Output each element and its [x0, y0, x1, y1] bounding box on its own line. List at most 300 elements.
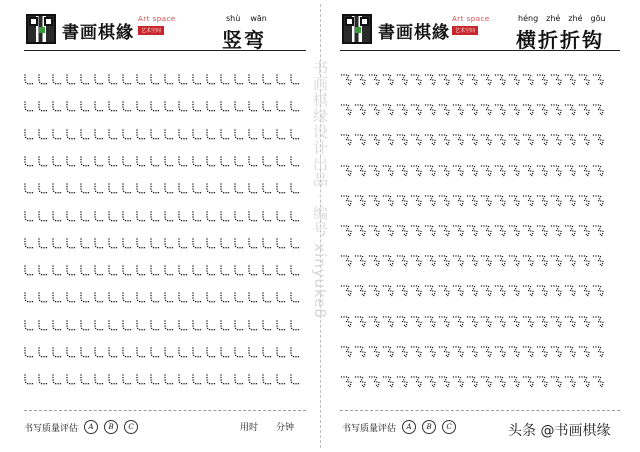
tracing-glyph	[466, 102, 480, 116]
tracing-glyph	[396, 163, 410, 177]
practice-row	[340, 163, 606, 177]
tracing-glyph	[452, 314, 466, 328]
tracing-glyph	[232, 263, 246, 277]
tracing-glyph	[536, 344, 550, 358]
tracing-glyph	[382, 72, 396, 86]
tracing-glyph	[494, 344, 508, 358]
tracing-glyph	[466, 253, 480, 267]
tracing-glyph	[438, 223, 452, 237]
tracing-glyph	[260, 99, 274, 113]
tracing-glyph	[106, 209, 120, 223]
tracing-glyph	[410, 163, 424, 177]
tracing-glyph	[522, 193, 536, 207]
tracing-glyph	[466, 283, 480, 297]
grade-b-option[interactable]: B	[422, 420, 436, 434]
tracing-glyph	[36, 290, 50, 304]
tracing-glyph	[22, 372, 36, 386]
tracing-glyph	[120, 263, 134, 277]
tracing-glyph	[204, 263, 218, 277]
tracing-glyph	[522, 314, 536, 328]
tracing-glyph	[592, 283, 606, 297]
tracing-glyph	[92, 181, 106, 195]
tracing-glyph	[120, 318, 134, 332]
practice-row	[22, 345, 302, 359]
tracing-glyph	[176, 345, 190, 359]
tracing-glyph	[106, 345, 120, 359]
practice-row	[22, 318, 302, 332]
pinyin-syllable: wān	[250, 14, 267, 23]
tracing-glyph	[78, 290, 92, 304]
tracing-glyph	[120, 236, 134, 250]
tracing-glyph	[190, 263, 204, 277]
tracing-glyph	[354, 253, 368, 267]
practice-row	[340, 72, 606, 86]
tracing-glyph	[204, 318, 218, 332]
tracing-glyph	[480, 102, 494, 116]
tracing-glyph	[522, 163, 536, 177]
tracing-glyph	[120, 209, 134, 223]
grade-a-option[interactable]: A	[84, 420, 98, 434]
tracing-glyph	[64, 236, 78, 250]
tracing-glyph	[50, 263, 64, 277]
tracing-glyph	[452, 374, 466, 388]
tracing-glyph	[50, 72, 64, 86]
tracing-glyph	[550, 223, 564, 237]
tracing-glyph	[190, 99, 204, 113]
tracing-glyph	[508, 344, 522, 358]
tracing-glyph	[64, 72, 78, 86]
tracing-glyph	[354, 163, 368, 177]
tracing-glyph	[232, 345, 246, 359]
tracing-glyph	[508, 283, 522, 297]
tracing-glyph	[176, 318, 190, 332]
stroke-pinyin	[518, 14, 606, 23]
tracing-glyph	[288, 372, 302, 386]
tracing-glyph	[78, 236, 92, 250]
tracing-glyph	[578, 72, 592, 86]
tracing-glyph	[424, 132, 438, 146]
tracing-glyph	[578, 193, 592, 207]
tracing-glyph	[218, 181, 232, 195]
tracing-glyph	[480, 283, 494, 297]
tracing-glyph	[410, 314, 424, 328]
tracing-glyph	[410, 253, 424, 267]
tracing-glyph	[148, 318, 162, 332]
tracing-glyph	[466, 314, 480, 328]
assessment-label: 书写质量评估	[24, 423, 79, 434]
grade-b-option[interactable]: B	[104, 420, 118, 434]
tracing-glyph	[64, 290, 78, 304]
tracing-glyph	[36, 181, 50, 195]
tracing-glyph	[592, 314, 606, 328]
tracing-glyph	[340, 72, 354, 86]
tracing-glyph	[22, 181, 36, 195]
tracing-glyph	[246, 236, 260, 250]
tracing-glyph	[550, 102, 564, 116]
tracing-glyph	[438, 72, 452, 86]
tracing-glyph	[134, 290, 148, 304]
art-space-label: Art space	[452, 15, 490, 23]
practice-row	[22, 290, 302, 304]
header-rule	[340, 50, 620, 51]
tracing-glyph	[592, 193, 606, 207]
tracing-glyph	[288, 72, 302, 86]
tracing-glyph	[120, 290, 134, 304]
tracing-glyph	[494, 314, 508, 328]
tracing-glyph	[508, 163, 522, 177]
tracing-glyph	[92, 154, 106, 168]
tracing-glyph	[424, 223, 438, 237]
tracing-glyph	[396, 253, 410, 267]
tracing-glyph	[148, 372, 162, 386]
tracing-glyph	[218, 154, 232, 168]
tracing-glyph	[50, 318, 64, 332]
tracing-glyph	[536, 374, 550, 388]
tracing-glyph	[578, 314, 592, 328]
tracing-glyph	[522, 374, 536, 388]
tracing-glyph	[480, 374, 494, 388]
tracing-glyph	[340, 163, 354, 177]
tracing-glyph	[50, 372, 64, 386]
tracing-glyph	[410, 102, 424, 116]
tracing-glyph	[368, 223, 382, 237]
tracing-glyph	[452, 102, 466, 116]
tracing-glyph	[162, 181, 176, 195]
tracing-glyph	[120, 372, 134, 386]
practice-row	[22, 236, 302, 250]
tracing-glyph	[274, 236, 288, 250]
tracing-glyph	[382, 132, 396, 146]
tracing-glyph	[466, 132, 480, 146]
tracing-glyph	[232, 209, 246, 223]
tracing-glyph	[564, 223, 578, 237]
tracing-glyph	[480, 193, 494, 207]
tracing-glyph	[78, 72, 92, 86]
tracing-glyph	[480, 253, 494, 267]
tracing-glyph	[550, 314, 564, 328]
tracing-glyph	[340, 314, 354, 328]
tracing-glyph	[92, 263, 106, 277]
tracing-glyph	[232, 72, 246, 86]
tracing-glyph	[550, 253, 564, 267]
tracing-glyph	[274, 154, 288, 168]
art-space-label: Art space	[138, 15, 176, 23]
tracing-glyph	[134, 209, 148, 223]
tracing-glyph	[162, 236, 176, 250]
tracing-glyph	[466, 193, 480, 207]
tracing-glyph	[508, 314, 522, 328]
tracing-glyph	[92, 127, 106, 141]
tracing-glyph	[494, 374, 508, 388]
grade-c-option[interactable]: C	[124, 420, 138, 434]
tracing-glyph	[466, 72, 480, 86]
time-spent	[240, 420, 294, 433]
tracing-glyph	[218, 345, 232, 359]
tracing-glyph	[204, 236, 218, 250]
tracing-glyph	[480, 314, 494, 328]
tracing-glyph	[578, 163, 592, 177]
tracing-glyph	[592, 132, 606, 146]
tracing-glyph	[466, 163, 480, 177]
tracing-glyph	[232, 290, 246, 304]
tracing-glyph	[92, 372, 106, 386]
tracing-glyph	[424, 374, 438, 388]
tracing-glyph	[204, 127, 218, 141]
tracing-glyph	[564, 344, 578, 358]
tracing-glyph	[340, 344, 354, 358]
tracing-glyph	[274, 345, 288, 359]
stroke-pinyin	[226, 14, 267, 23]
tracing-glyph	[396, 344, 410, 358]
tracing-glyph	[480, 132, 494, 146]
tracing-glyph	[246, 72, 260, 86]
tracing-glyph	[120, 72, 134, 86]
tracing-glyph	[368, 193, 382, 207]
tracing-glyph	[578, 223, 592, 237]
tracing-glyph	[452, 72, 466, 86]
tracing-glyph	[522, 344, 536, 358]
practice-row	[340, 283, 606, 297]
tracing-glyph	[36, 72, 50, 86]
tracing-glyph	[288, 318, 302, 332]
tracing-glyph	[354, 193, 368, 207]
tracing-glyph	[410, 132, 424, 146]
tracing-glyph	[148, 181, 162, 195]
tracing-glyph	[92, 236, 106, 250]
tracing-glyph	[578, 102, 592, 116]
tracing-glyph	[204, 209, 218, 223]
tracing-glyph	[274, 318, 288, 332]
tracing-glyph	[106, 290, 120, 304]
tracing-glyph	[438, 193, 452, 207]
tracing-glyph	[148, 72, 162, 86]
tracing-glyph	[78, 154, 92, 168]
tracing-glyph	[50, 290, 64, 304]
tracing-glyph	[578, 283, 592, 297]
tracing-glyph	[50, 236, 64, 250]
practice-row	[340, 132, 606, 146]
tracing-glyph	[438, 314, 452, 328]
tracing-glyph	[50, 181, 64, 195]
tracing-glyph	[106, 72, 120, 86]
tracing-glyph	[148, 99, 162, 113]
tracing-glyph	[218, 372, 232, 386]
tracing-glyph	[22, 263, 36, 277]
tracing-glyph	[410, 193, 424, 207]
tracing-glyph	[22, 127, 36, 141]
tracing-glyph	[36, 345, 50, 359]
tracing-glyph	[382, 223, 396, 237]
tracing-glyph	[340, 102, 354, 116]
tracing-glyph	[190, 318, 204, 332]
tracing-glyph	[382, 314, 396, 328]
tracing-glyph	[410, 223, 424, 237]
tracing-glyph	[218, 290, 232, 304]
tracing-glyph	[232, 99, 246, 113]
tracing-glyph	[260, 263, 274, 277]
tracing-glyph	[106, 127, 120, 141]
tracing-glyph	[274, 127, 288, 141]
tracing-glyph	[92, 209, 106, 223]
tracing-glyph	[508, 102, 522, 116]
tracing-glyph	[424, 344, 438, 358]
tracing-glyph	[382, 253, 396, 267]
tracing-glyph	[508, 193, 522, 207]
tracing-glyph	[354, 223, 368, 237]
tracing-glyph	[438, 283, 452, 297]
practice-row	[340, 374, 606, 388]
tracing-glyph	[396, 132, 410, 146]
time-label: 用时	[240, 423, 259, 433]
tracing-glyph	[134, 318, 148, 332]
tracing-glyph	[274, 72, 288, 86]
tracing-glyph	[260, 154, 274, 168]
tracing-glyph	[354, 102, 368, 116]
tracing-glyph	[522, 102, 536, 116]
tracing-glyph	[368, 344, 382, 358]
art-space-badge: 艺术空间	[452, 26, 478, 35]
tracing-glyph	[260, 72, 274, 86]
tracing-glyph	[204, 290, 218, 304]
tracing-glyph	[340, 374, 354, 388]
tracing-glyph	[162, 72, 176, 86]
tracing-glyph	[190, 209, 204, 223]
tracing-glyph	[78, 263, 92, 277]
header-rule	[24, 50, 306, 51]
tracing-glyph	[148, 263, 162, 277]
tracing-glyph	[466, 223, 480, 237]
tracing-glyph	[64, 154, 78, 168]
assessment-label: 书写质量评估	[342, 423, 397, 434]
tracing-glyph	[64, 127, 78, 141]
tracing-glyph	[148, 290, 162, 304]
tracing-glyph	[64, 209, 78, 223]
tracing-glyph	[424, 102, 438, 116]
tracing-glyph	[36, 318, 50, 332]
tracing-glyph	[36, 372, 50, 386]
tracing-glyph	[438, 374, 452, 388]
source-credit: 头条 @书画棋缘	[508, 423, 611, 439]
tracing-glyph	[78, 345, 92, 359]
tracing-glyph	[452, 163, 466, 177]
tracing-glyph	[190, 372, 204, 386]
tracing-glyph	[232, 154, 246, 168]
tracing-glyph	[134, 236, 148, 250]
tracing-glyph	[592, 102, 606, 116]
grade-a-option[interactable]: A	[402, 420, 416, 434]
practice-row	[340, 344, 606, 358]
tracing-glyph	[494, 72, 508, 86]
stroke-name: 横折折钩	[516, 28, 604, 52]
tracing-glyph	[550, 163, 564, 177]
tracing-glyph	[274, 181, 288, 195]
tracing-glyph	[396, 223, 410, 237]
tracing-glyph	[288, 99, 302, 113]
tracing-glyph	[50, 99, 64, 113]
tracing-glyph	[246, 290, 260, 304]
tracing-glyph	[340, 223, 354, 237]
tracing-glyph	[176, 290, 190, 304]
tracing-glyph	[564, 283, 578, 297]
tracing-glyph	[64, 345, 78, 359]
tracing-glyph	[564, 314, 578, 328]
tracing-glyph	[50, 154, 64, 168]
tracing-glyph	[536, 314, 550, 328]
tracing-glyph	[288, 209, 302, 223]
pinyin-syllable: shù	[226, 14, 241, 23]
tracing-glyph	[36, 236, 50, 250]
tracing-glyph	[536, 132, 550, 146]
tracing-glyph	[106, 181, 120, 195]
tracing-glyph	[204, 99, 218, 113]
tracing-glyph	[438, 344, 452, 358]
tracing-glyph	[218, 99, 232, 113]
tracing-glyph	[396, 72, 410, 86]
tracing-glyph	[190, 236, 204, 250]
tracing-glyph	[36, 99, 50, 113]
footer-divider	[24, 410, 306, 411]
tracing-glyph	[494, 253, 508, 267]
practice-row	[22, 209, 302, 223]
tracing-glyph	[176, 99, 190, 113]
tracing-glyph	[120, 127, 134, 141]
brand-title: 書画棋緣	[378, 23, 450, 43]
tracing-glyph	[232, 127, 246, 141]
right-worksheet	[326, 0, 640, 452]
tracing-glyph	[78, 318, 92, 332]
tracing-glyph	[508, 374, 522, 388]
tracing-glyph	[368, 253, 382, 267]
tracing-glyph	[340, 193, 354, 207]
tracing-glyph	[232, 318, 246, 332]
tracing-glyph	[592, 253, 606, 267]
tracing-glyph	[452, 223, 466, 237]
practice-row	[22, 154, 302, 168]
tracing-glyph	[452, 132, 466, 146]
tracing-glyph	[382, 283, 396, 297]
tracing-glyph	[452, 344, 466, 358]
tracing-glyph	[36, 127, 50, 141]
tracing-glyph	[246, 181, 260, 195]
brand-title: 書画棋緣	[62, 23, 134, 43]
tracing-glyph	[564, 132, 578, 146]
tracing-glyph	[564, 163, 578, 177]
tracing-glyph	[260, 318, 274, 332]
tracing-glyph	[246, 99, 260, 113]
tracing-glyph	[50, 127, 64, 141]
tracing-glyph	[288, 290, 302, 304]
tracing-glyph	[424, 283, 438, 297]
tracing-glyph	[536, 223, 550, 237]
tracing-glyph	[288, 181, 302, 195]
quality-assessment	[342, 420, 456, 434]
tracing-glyph	[246, 372, 260, 386]
tracing-glyph	[36, 154, 50, 168]
tracing-glyph	[340, 253, 354, 267]
tracing-glyph	[424, 253, 438, 267]
tracing-glyph	[260, 181, 274, 195]
tracing-glyph	[274, 263, 288, 277]
tracing-glyph	[368, 102, 382, 116]
grade-c-option[interactable]: C	[442, 420, 456, 434]
tracing-glyph	[494, 163, 508, 177]
tracing-glyph	[578, 132, 592, 146]
tracing-glyph	[592, 344, 606, 358]
tracing-glyph	[204, 345, 218, 359]
tracing-glyph	[438, 102, 452, 116]
stroke-name: 竖弯	[222, 28, 266, 52]
tracing-glyph	[78, 372, 92, 386]
